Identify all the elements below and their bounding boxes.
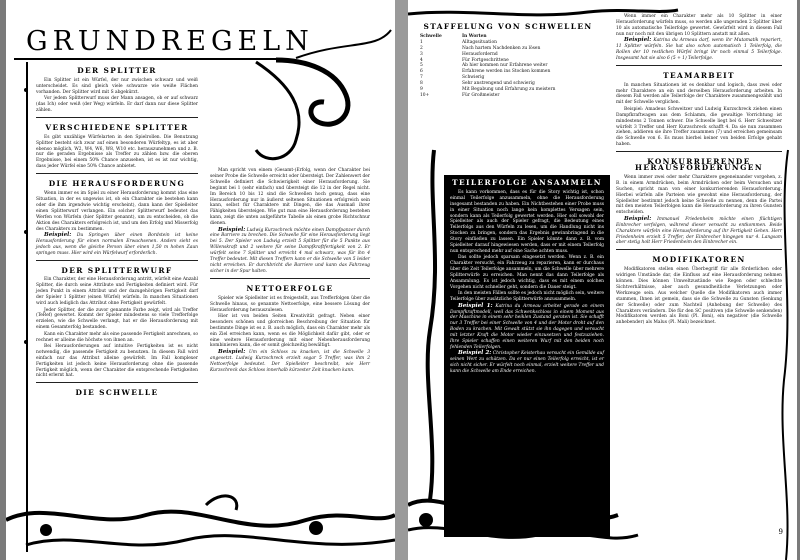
book-spine [395,0,408,560]
paragraph: Das sollte jedoch sparsam eingesetzt werden. Wenn z. B. ein Charakter versucht, ein Fahrzeug zu reparieren, kann er durchaus über die Zeit Teilerfolge ansammeln, um die Schwelle über mehrere Splitterwürfe zu erreichen. Man nennt das dann Teilerfolge als Ansammlung. Es ist jedoch wichtig, dass es mit einem solchen Vorgehen nicht schneller geht, sondern die Dauer steigt. [450,255,604,290]
table-header-cell: Schwelle [420,33,442,39]
margin-line [26,62,28,552]
paragraph: Beispiel: Amadeus Schweitzer und Ludwig Kurzschreck ziehen einen Dampfkraftwagen aus dem Schlamm, die gewaltige Vorrichtung ist mindestens 2 Tonnen schwer. Die Schwelle liegt bei 6. Herr Schweitzer würfelt 3 Treffer und Herr Kurzschreck schafft 4. Da sie nun zusammen ziehen, addieren sie ihre Treffer zusammen (7) und erreichen gemeinsam die Schwelle von 6. Es muss hierbei keiner von beiden Erfolge gehabt haben. [616,106,782,148]
margin-dot [24,230,28,234]
example-body: Um ein Schloss zu knacken, ist die Schwelle 3 angesetzt. Ludwig Kurzschreck erzielt sogar 5 Treffer, was ihm 2 Nettoerfolge bedeutet. Der Spielleiter beschreibt, wie Herr Kurzschreck das Schloss innerhalb kürzester Zeit knacken kann. [210,349,370,373]
divider [36,173,198,174]
margin-dot [24,340,28,344]
example-text [616,38,782,62]
table-cell: Schwierig [462,75,485,81]
paragraph: Es gibt unzählige Würfelarten in den Spielrollen. Die Benutzung Splitter besteht sich zwar auf einen besonderen Würfeltyp, es ist aber ebenso möglich, W2, W4, W6, W8, W10 etc. herauszunehmen und z. B. nur die geraden Ergebnisse als Treffer zu zählen bzw. die oberen Ergebnisse, bei einem 50% Chance anzusehen, ist es ist nur wichtig, dass jeder Würfel eine 50% Chance anbietet. [36,134,198,170]
right-column [616,14,782,327]
left-page [6,0,395,560]
teilerfolge-block [450,180,604,376]
example-body: Christopher Keisterhau versucht ein Gemälde auf seinen Wert zu schätzen. Da er nur einen Teilerfolg erreicht, ist er sich nicht sicher. Er würfelt noch einmal, erzielt weitere Treffer und kann die Schwelle am Ende erreichen. [450,351,605,375]
example-text [210,350,370,374]
example-text [36,233,198,257]
example-text [450,304,604,351]
table-cell: Nach hartem Nachdenken zu lösen [462,45,541,51]
example-label: Beispiel: [44,231,72,238]
heading-nettoerfolge: NETTOERFOLGE [246,283,334,293]
example-label: Beispiel: [218,348,246,355]
table-cell: 7 [420,75,423,81]
example-label: Beispiel 2: [458,350,492,357]
example-body: Katrina du Armeau darf, wenn ihr Mutamatik repariert, 11 Splitter würfeln. Sie hat also schon automatisch 1 Teilerfolg, die Rollen der 10 restlichen Würfel bringt ihr noch einmal 5 Teilerfolge. Insgesamt hat sie also 6 (5 + 1) Teilerfolge. [616,38,782,61]
heading-splitterwurf: DER SPLITTERWURF [61,265,173,275]
table-cell: Herausfordernd [462,51,498,57]
heading-teilerfolge: TEILERFOLGE ANSAMMELN [452,178,602,187]
table-cell: Für Fortgeschrittene [462,57,509,63]
table-cell: Sehr anstrengend und schwierig [462,81,535,87]
paragraph: Jeder Splitter, der die zuvor genannte Farbe zeigt, wird als Treffer (TeRef) gewertet. Kommt der Spieler mindestens so viele Trefferfolge erzielen, wie die Schwelle verlangt, hat er die Herausforderung mit einem Gesamterfolg bestanden. [36,307,198,331]
paragraph: Vor jedem Splitterwurf muss der Mann ansagen, ob er auf schwarz (das Ich) oder weiß (der Weg) würfeln. Er darf dann nur diese Splitter zählen. [36,96,198,113]
paragraph: Wenn immer ein Charakter mehr als 10 Splitter in einer Herausforderung würfeln muss, so werden alle ungeraden 2 Splitter über 10 als automatische Teilerfolge gewertet. Gewürfelt wird in diesem Fall nun nur noch mit den übrigen 10 Splittern anstatt mit allen. [616,14,782,37]
table-cell: 6 [420,69,423,75]
paragraph: Modifikatoren stellen einen Überbegriff für alle förderlichen oder widrigen Umstände dar, die Einfluss auf eine Herausforderung nehmen können. Dies können Umweltzustände wie Regen oder schlechte Sichtverhältnisse, aber auch gesundheitliche Verletzungen oder Werkzeuge sein. Aus welcher Quelle die Modifikatoren auch immer stammen, Ihnen ist gemein, dass sie die Schwelle zu Gunsten (Senkung der Schwelle) oder zum Nachteil (Anhebung der Schwelle) des Charakters verändern. Die für den SC positiven (die Schwelle senkenden) Modifikatoren werden als Boni (Pl. Boni), ein negativer (die Schwelle anhebender) als Malus (Pl. Mali) bezeichnet. [616,267,782,326]
paragraph: Man spricht von einem (Gesamt-)Erfolg, wenn der Charakter bei seiner Probe die Schwelle erreicht oder übersteigt. Der Zahlenwert der Schwelle definiert die Schwierigkeit einer Herausforderung. Sie beginnt bei 1 (sehr einfach) und übersteigt die 12 in der Regel nicht. Im Bereich 10 bis 12 sind die Schwellen hoch genug, dass eine Herausforderung nur in äußerst seltenen Situationen erfolgreich sein kann, selbst für Charaktere mit Dingen, die das Ausmaß ihrer Fähigkeiten übersteigen. Wie gut man eine Herausforderung bestehen kann, zeigt die unten aufgeführte Tabelle als einen grobe Richtschnur dienen. [210,168,370,227]
paragraph: Es kann vorkommen, dass es für die Story wichtig ist, schon einmal Teilerfolge anzusammeln, ohne die Herausforderung insgesamt bestanden zu haben. Ein Nichtbestehen einer Probe muss in einer Situation noch lange kein komplettes Versagen sein, sondern kann als Teilerfolg gewertet werden. Hier soll sowohl der Spielleiter als auch der Spieler gefragt, die Bedeutung eines Teilerfolgs aus den Würfeln zu lesen, um die Handlung nicht ins Stocken zu bringen, sondern das Ergebnis gewinnbringend in die Story einfließen zu lassen. Ein Spieler könnte dann z. B. vom Spielleiter darauf hingewiesen werden, dass er mit einem Teilerfolg nun entsprechend mehr auf eine Sache achten muss. [450,189,604,254]
page-title: GRUNDREGELN [26,26,314,57]
table-cell: Alltagssituation [462,39,497,45]
paragraph: Wenn immer zwei oder mehr Charaktere gegeneinander vorgehen, z. B. in einem Armdrücken, beim Armdrücken oder beim Versuchen und Suchen, spricht man von einer konkurrierenden Herausforderung. Hierbei würfeln alle Parteien wie gewohnt eine Herausforderung, der Spielleiter bestimmt jedoch keine Schwelle zu nennen, denn die Partei mit den meisten Teilerfolgen kann die Herausforderung zu ihren Gunsten entscheiden. [616,174,782,216]
example-text [616,217,782,247]
example-text [210,228,370,275]
divider [616,249,782,250]
divider [616,151,782,152]
heading-konkurrierende: KONKURRIERENDE HERAUSFORDERUNGEN [635,157,763,173]
heading-modifikatoren: MODIFIKATOREN [652,255,746,265]
example-label: Beispiel: [624,215,652,222]
heading-splitter: DER SPLITTER [77,66,157,75]
table-cell: 1 [420,39,423,45]
table-cell: 9 [420,87,423,93]
table-cell: Für Großmeister [462,92,500,98]
table-cell: 2 [420,45,423,51]
paragraph: Ein Charakter, der eine Herausforderung antritt, würfelt eine Anzahl Splitter, die durch seine Attribute und Fertigkeiten definiert wird. Für jeden Punkt in einem Attribut und der dazugehörigen Fertigkeit darf der Spieler 1 Splitter (einen Würfel) würfeln. In manchen Situationen wird auch lediglich das Attribut ohne Fertigkeit gewürfelt. [36,277,198,307]
paragraph: Wenn immer es im Spiel zu einer Herausforderung kommt (das eine Situation, in der es ungewiss ist, ob ein Charakter sie bestehen kann oder die ihm irgendwie wichtig erscheint), dann kann der Spielleiter einen Splitterwurf verlangen. Ein solcher Splitterwurf bedeutet das Werfen von Würfeln (hier Splitter genannt), um zu entscheiden, ob die Aktion des Charakters erfolgreich ist, und um den Erfolg und Misserfolg des Charakters zu bestimmen. [36,191,198,232]
paragraph: In manchen Situationen ist es denkbar und logisch, dass zwei oder mehr Charaktere an ein und derselben Herausforderung arbeiten. In diesem Fall werden alle Teilerfolge der Charaktere zusammengezählt und mit der Schwelle verglichen. [616,82,782,106]
paragraph: Kann ein Charakter mehr als eine passende Fertigkeit anrechnen, so rechnet er alleine die höchste von ihnen an. [36,331,198,343]
table-cell: Erfahrene werden ins Stocken kommen [462,69,551,75]
example-label: Beispiel: [218,226,246,233]
table-cell: 10+ [420,92,430,98]
table-cell: 3 [420,51,423,57]
table-cell: 8 [420,81,423,87]
margin-dot [24,88,28,92]
heading-herausforderung: DIE HERAUSFORDERUNG [48,179,186,189]
staffelung-block [418,24,598,99]
heading-schwelle: DIE SCHWELLE [75,388,159,398]
table-cell: Ab hier kommen nur Erfahrene weiter [462,63,548,69]
table-cell: 5 [420,63,423,69]
heading-teamarbeit: TEAMARBEIT [663,70,735,80]
right-page [408,0,797,560]
divider [36,382,198,383]
paragraph: Bei Herausforderungen auf intuitive Fertigkeiten ist es nicht notwendig, die passende Fertigkeit zu benutzen. In diesem Fall wird einfach nur das Attribut alleine gewürfelt. Im Fall komplexer Fertigkeiten ist jedoch keine Herausforderung ohne die passende Fertigkeit möglich, wenn der Charakter die entsprechende Fertigkeiten nicht erlernt hat. [36,343,198,379]
table-cell: Mit Begabung und Erfahrung zu meistern [462,87,556,93]
example-text [450,351,604,375]
heading-verschiedene: VERSCHIEDENE SPLITTER [45,122,189,132]
divider [36,117,198,118]
page-number: 9 [778,528,783,536]
table-row [418,93,598,99]
divider [36,260,198,261]
example-body: Ludwig Kurzschreck möchte einen Dampfpanzer durch eine Barriere zu brechen. Die Schwelle für eine Herausforderung liegt bei 5. Der Spieler von Ludwig erzielt 5 Splitter für die 5 Punkte aus Willenskraft und 2 weitere für seine Dampfkraftfertigkeit von 2. Er würfelt seine 7 Splitter und erreicht 4 mal schwarz, was für ihn 4 Treffer bedeutet. Mit diesen Treffern kann er die Schwelle von 5 leider nicht erreichen. Er durchbricht die Barriere und kann das Fahrzeug sicher in der Spur halten. [210,227,370,274]
left-column [36,68,198,400]
divider [616,65,782,66]
example-label: Beispiel 1: [458,302,493,309]
schwellen-table [418,34,598,99]
paragraph: Hier ist von beiden Seiten Kreativität gefragt. Neben einer besonders schönen und glorreichen Beschreibung der Situation für bestimmte Dinge ist es z. B. auch möglich, dass ein Charakter mehr als ein Ziel erreichen kann, wenn es die Möglichkeit dafür gibt, oder er eine weitere Herausforderung mit einer Nebenherausforderung kombinieren kann, die er somit gleichzeitig bewältigt. [210,313,370,349]
example-label: Beispiel: [624,37,652,44]
example-body: Du Springen über einen Bordstein ist keine Herausforderung für einen normalen Erwachsenen. Anders sieht es jedoch aus, wenn die gleiche Person über einen 1,50 m hohen Zaun springen muss. Hier wird ein Würfelwurf erforderlich. [36,232,198,256]
heading-staffelung: STAFFELUNG VON SCHWELLEN [423,22,593,31]
table-header-cell: In Worten [462,33,487,39]
paragraph: Spieler wie Spielleiter ist es freigestellt, aus Trefferfolgen über die Schwelle hinaus, so genannte Nettoerfolge, eine bessere Lösung der Herausforderung herauszulesen. [210,295,370,313]
paragraph: In den meisten Fällen sollte es jedoch nicht möglich sein, weitere Teilerfolge über zusätzliche Splitterwürfe anzusammeln. [450,291,604,303]
title-underline [14,58,284,60]
middle-column [210,168,370,374]
divider [210,278,370,279]
paragraph: Ein Splitter ist ein Würfel, der nur zwischen schwarz und weiß unterscheidet. Es sind gleich viele schwarze wie weiße Flächen vorhanden. Der Splitter wird mit S abgekürzt. [36,77,198,95]
example-body: Katrina du Armeau arbeitet gerade an einem Dampfkraftmodell, weil das Schwenkschloss in einem Moment aus der Maschine in einem sehr heiklen Zustand geraten ist. Sie schafft nur 3 Treffer bei einer Schwelle von 4 und der Motor droht auf den Boden zu krachen. Mit Gewalt stützt sie ihn dagegen und versucht mit letzter Kraft die Motor wieder einzusetzen und festzuziehen. Ihre Spieler schaffen einen weiteren Wurf mit den beiden noch fehlenden Teilerfolgen. [450,303,604,350]
example-body: Immanuel Friedenheim möchte einen flüchtigen Einbrecher verfolgen, während dieser versucht zu entkommen. Beide Charaktere würfeln eine Herausforderung auf ihr Fertigkeit Gehen. Herr Friedenheim erzielt 5 Treffer, der Einbrecher hingegen nur 4. Langsam aber stetig holt Herr Friedenheim den Einbrecher ein. [616,216,782,246]
table-cell: 4 [420,57,423,63]
